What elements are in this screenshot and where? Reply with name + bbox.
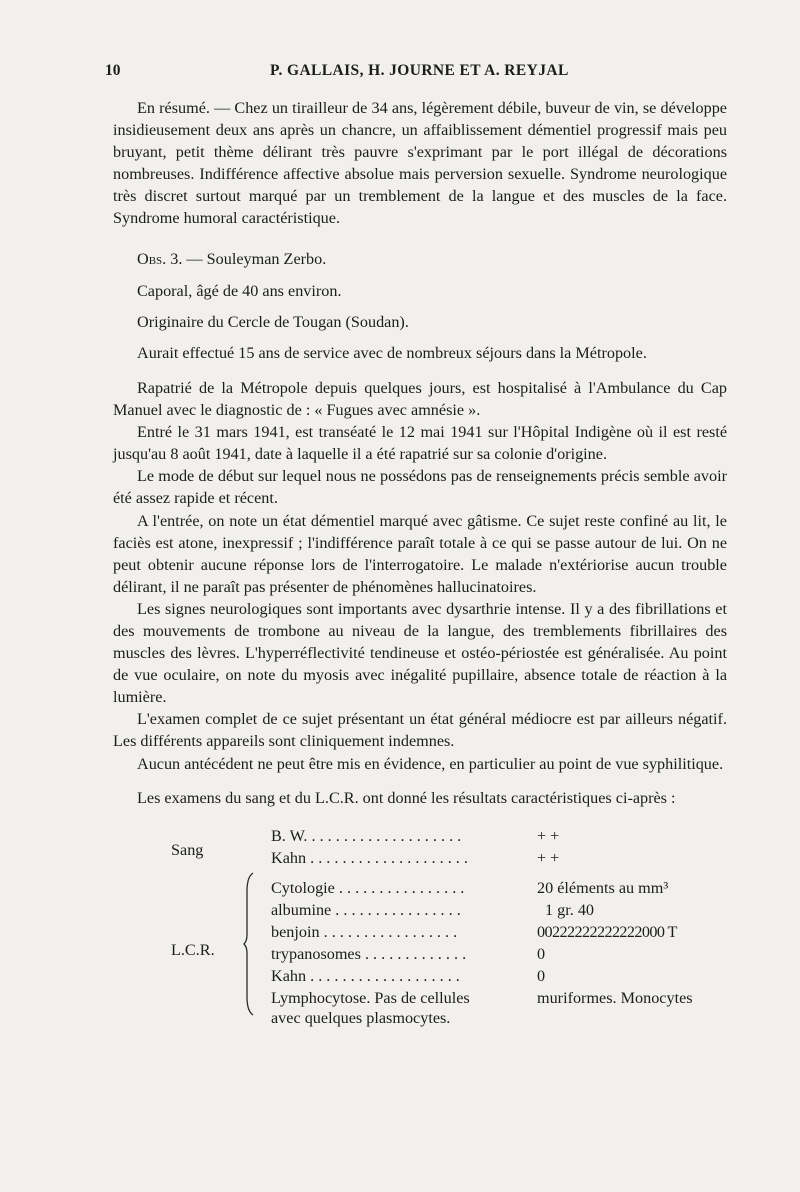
sang-label: Sang — [171, 840, 204, 859]
lcr-value: 0 — [537, 966, 546, 985]
sang-value: + + — [537, 848, 560, 867]
observation-label: Obs. 3. — [137, 249, 183, 268]
observation-heading — [113, 248, 727, 270]
observation-name: — Souleyman Zerbo. — [182, 249, 327, 268]
observation-paragraph: Les examens du sang et du L.C.R. ont donné les résultats caractéristiques ci-après : — [137, 788, 676, 807]
lcr-test: trypanosomes . . . . . . . . . . . . . — [271, 944, 467, 963]
observation-paragraph: Les signes neurologiques sont importants avec dysarthrie intense. Il y a des fibrillations et des mouvements de trombone au niveau de la langue, des tremblements fibrillaires des muscles des lèvres. L'hyperréflectivité tendineuse et ostéo-périostée est généralisée. Au point de vue oculaire, on note du myosis avec inégalité pupillaire, absence totale de réaction à la lumière. — [113, 599, 727, 707]
summary-paragraph: En résumé. — Chez un tirailleur de 34 ans, légèrement débile, buveur de vin, se développe insidieusement deux ans après un chancre, un affaiblissement démentiel progressif mais peu bruyant, petit thème délirant très pauvre s'exprimant par le port illégal de décorations nombreuses. Indifférence affective absolue mais perversion sexuelle. Syndrome neurologique très discret surtout marqué par un tremblement de la langue et des muscles de la face. Syndrome humoral caractéristique. — [113, 99, 727, 228]
lab-results — [113, 821, 727, 1027]
lcr-test: Cytologie . . . . . . . . . . . . . . . . — [271, 878, 465, 897]
lcr-label: L.C.R. — [171, 940, 215, 959]
lympho-line: avec quelques plasmocytes. — [271, 1008, 451, 1027]
observation-paragraph: L'examen complet de ce sujet présentant un état général médiocre est par ailleurs négatif. Les différents appareils sont cliniquement indemnes. — [113, 710, 727, 751]
sang-value: + + — [537, 826, 560, 845]
running-title: P. GALLAIS, H. JOURNE ET A. REYJAL — [270, 62, 569, 79]
observation-paragraph: A l'entrée, on note un état démentiel marqué avec gâtisme. Ce sujet reste confiné au lit, le faciès est atone, inexpressif ; l'indifférence paraît totale à ce qui se passe autour de lui. On ne peut obtenir aucune réponse lors de l'interrogatoire. Le malade n'extériorise aucun trouble délirant, il ne paraît pas présenter de phénomènes hallucinatoires. — [113, 511, 727, 596]
lcr-test: albumine . . . . . . . . . . . . . . . . — [271, 900, 461, 919]
body-text — [113, 97, 727, 1027]
lcr-value: 20 éléments au mm³ — [537, 878, 669, 897]
observation-paragraph: Entré le 31 mars 1941, est transéaté le 12 mai 1941 sur l'Hôpital Indigène où il est resté jusqu'au 8 août 1941, date à laquelle il a été rapatrié sur sa colonie d'origine. — [113, 423, 727, 464]
lympho-line: Lymphocytose. Pas de cellules — [271, 988, 470, 1007]
lcr-value: 1 gr. 40 — [545, 900, 595, 919]
page-header — [105, 62, 745, 84]
observation-paragraph: Rapatrié de la Métropole depuis quelques jours, est hospitalisé à l'Ambulance du Cap Manuel avec le diagnostic de : « Fugues avec amnésie ». — [113, 378, 727, 420]
observation-paragraph: Le mode de début sur lequel nous ne possédons pas de renseignements précis semble avoir été assez rapide et récent. — [113, 467, 727, 508]
observation-line: Originaire du Cercle de Tougan (Soudan). — [137, 312, 409, 331]
sang-test: Kahn . . . . . . . . . . . . . . . . . . . . — [271, 848, 468, 867]
page-number: 10 — [105, 62, 121, 79]
lcr-value: 00222222222222000 T — [537, 922, 677, 941]
brace-bracket — [243, 871, 255, 1017]
observation-paragraph: Aucun antécédent ne peut être mis en évidence, en particulier au point de vue syphilitique. — [137, 754, 724, 773]
sang-test: B. W. . . . . . . . . . . . . . . . . . . . — [271, 826, 462, 845]
observation-line: Caporal, âgé de 40 ans environ. — [137, 281, 342, 300]
observation-paragraph: Aurait effectué 15 ans de service avec de nombreux séjours dans la Métropole. — [137, 343, 647, 362]
lcr-test: benjoin . . . . . . . . . . . . . . . . . — [271, 922, 458, 941]
lympho-line-cont: muriformes. Monocytes — [537, 988, 693, 1007]
lcr-value: 0 — [537, 944, 546, 963]
lcr-test: Kahn . . . . . . . . . . . . . . . . . . . — [271, 966, 460, 985]
